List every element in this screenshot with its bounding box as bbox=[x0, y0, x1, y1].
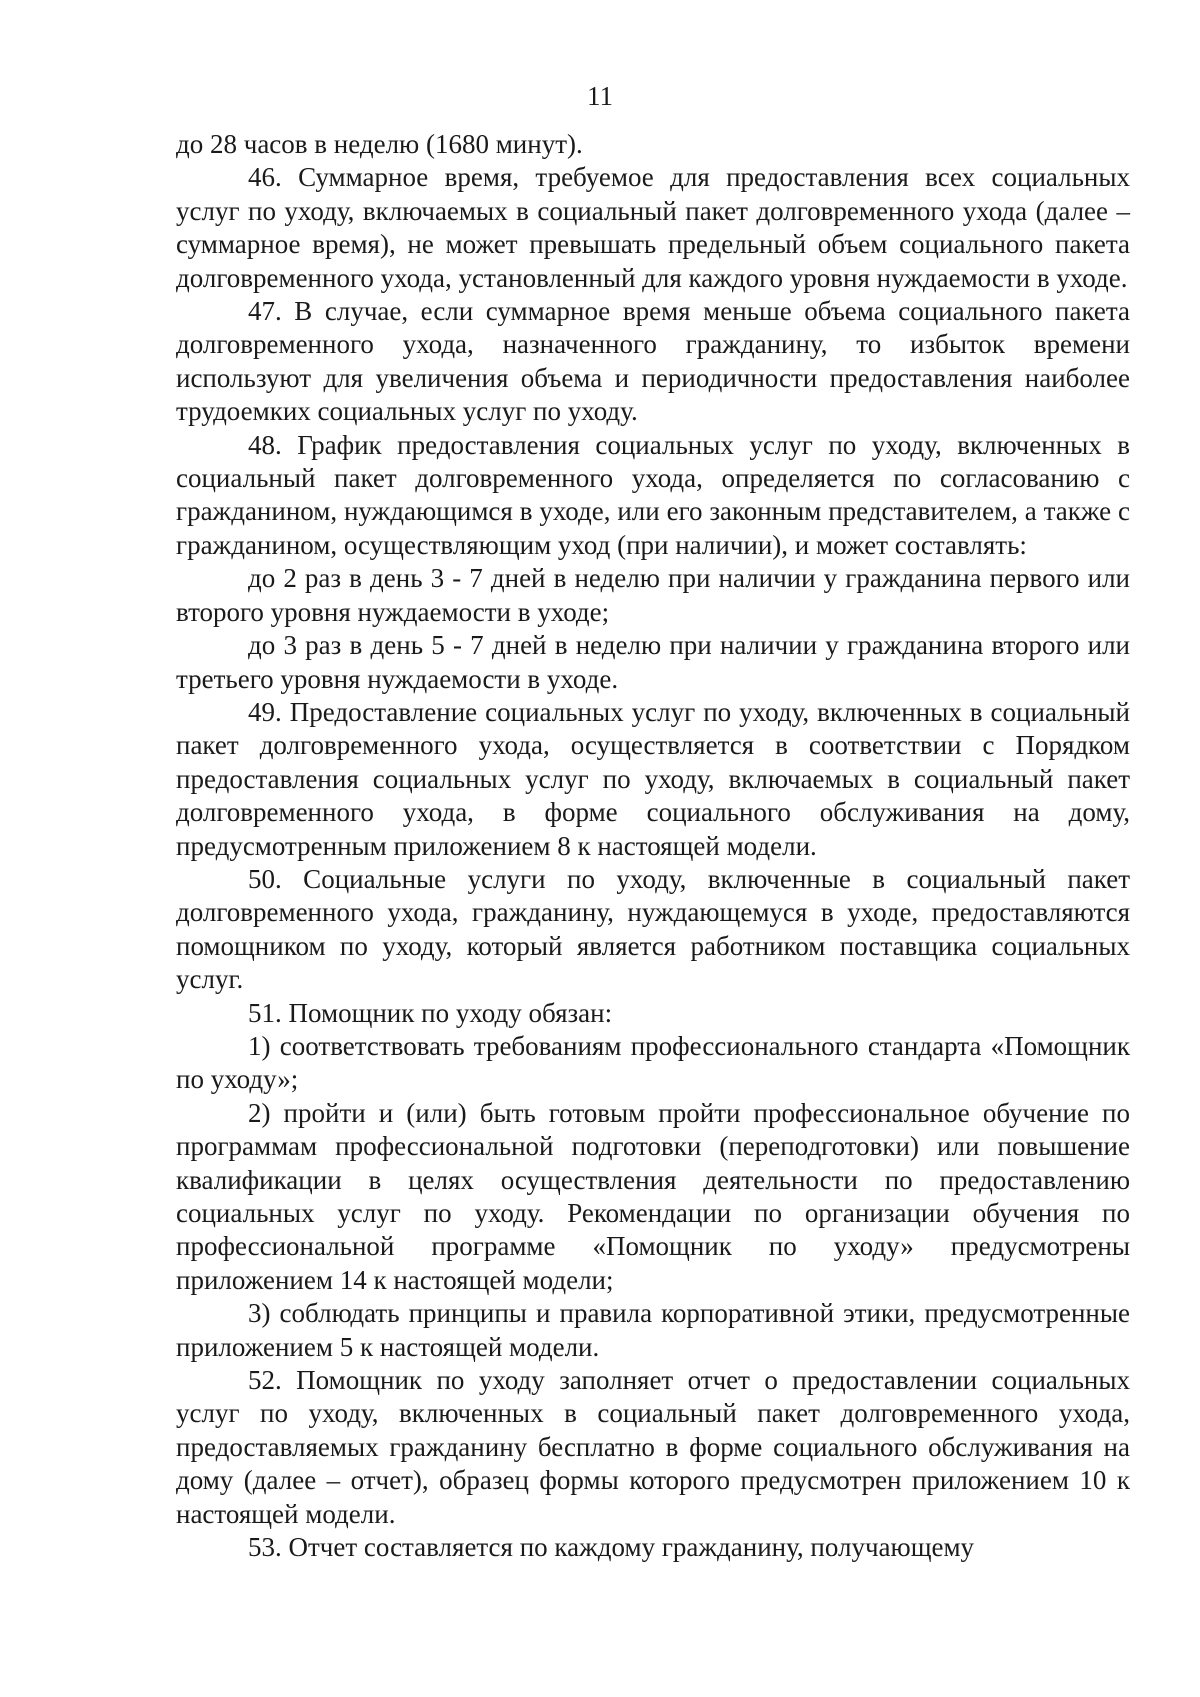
paragraph-48-item-2: до 3 раз в день 5 - 7 дней в неделю при наличии у гражданина второго или третьего уровня нуждаемости в уходе. bbox=[176, 630, 1130, 694]
paragraph-52: 52. Помощник по уходу заполняет отчет о предоставлении социальных услуг по уходу, включенных в социальный пакет долговременного ухода, предоставляемых гражданину бесплатно в форме социального обслуживания на дому (далее – отчет), образец формы которого предусмотрен приложением 10 к настоящей модели. bbox=[176, 1365, 1130, 1529]
paragraph: до 28 часов в неделю (1680 минут). bbox=[176, 129, 583, 159]
paragraph-46: 46. Суммарное время, требуемое для предоставления всех социальных услуг по уходу, включаемых в социальный пакет долговременного ухода (далее – суммарное время), не может превышать предельный объем социального пакета долговременного ухода, установленный для каждого уровня нуждаемости в уходе. bbox=[176, 162, 1130, 293]
paragraph-49: 49. Предоставление социальных услуг по уходу, включенных в социальный пакет долговременного ухода, осуществляется в соответствии с Порядком предоставления социальных услуг по уходу, включаемых в социальный пакет долговременного ухода, в форме социального обслуживания на дому, предусмотренным приложением 8 к настоящей модели. bbox=[176, 696, 1130, 861]
paragraph-47: 47. В случае, если суммарное время меньше объема социального пакета долговременного ухода, назначенного гражданину, то избыток времени используют для увеличения объема и периодичности предоставления наиболее трудоемких социальных услуг по уходу. bbox=[176, 296, 1130, 427]
document-body bbox=[176, 128, 1130, 1564]
paragraph-50: 50. Социальные услуги по уходу, включенные в социальный пакет долговременного ухода, гражданину, нуждающемуся в уходе, предоставляются помощником по уходу, который является работником поставщика социальных услуг. bbox=[176, 863, 1130, 995]
paragraph-48-item-1: до 2 раз в день 3 - 7 дней в неделю при наличии у гражданина первого или второго уровня нуждаемости в уходе; bbox=[176, 563, 1130, 627]
paragraph-51-item-2: 2) пройти и (или) быть готовым пройти профессиональное обучение по программам профессиональной подготовки (переподготовки) или повышение квалификации в целях осуществления деятельности по предоставлению социальных услуг по уходу. Рекомендации по организации обучения по профессиональной программе «Помощник по уходу» предусмотрены приложением 14 к настоящей модели; bbox=[176, 1097, 1130, 1295]
paragraph-48: 48. График предоставления социальных услуг по уходу, включенных в социальный пакет долговременного ухода, определяется по согласованию с гражданином, нуждающимся в уходе, или его законным представителем, а также с гражданином, осуществляющим уход (при наличии), и может составлять: bbox=[176, 429, 1130, 560]
paragraph-53: 53. Отчет составляется по каждому гражданину, получающему bbox=[248, 1532, 975, 1563]
paragraph-51: 51. Помощник по уходу обязан: bbox=[248, 997, 613, 1028]
paragraph-51-item-3: 3) соблюдать принципы и правила корпоративной этики, предусмотренные приложением 5 к настоящей модели. bbox=[176, 1298, 1130, 1362]
paragraph-51-item-1: 1) соответствовать требованиям профессионального стандарта «Помощник по уходу»; bbox=[176, 1030, 1130, 1095]
page-number: 11 bbox=[587, 81, 613, 111]
